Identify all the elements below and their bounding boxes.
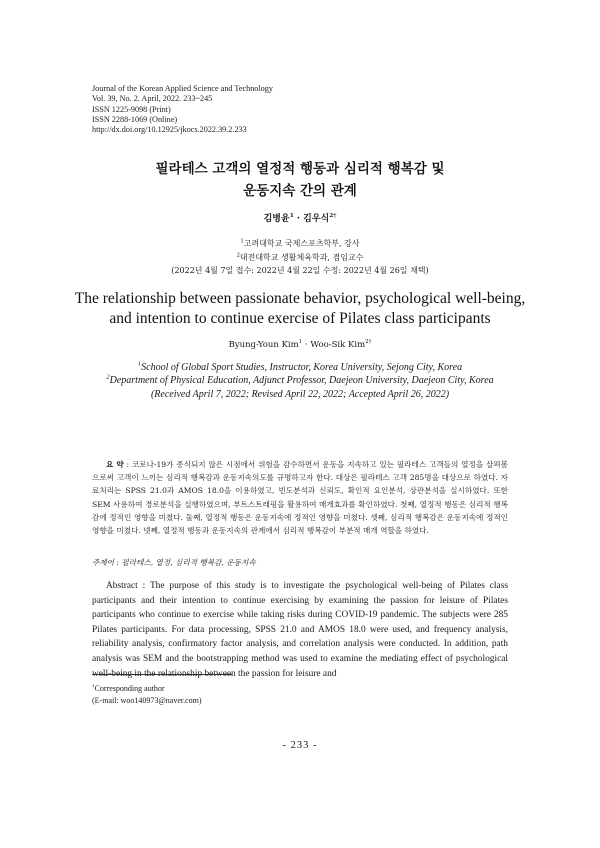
korean-dates: (2022년 4월 7일 접수: 2022년 4월 22일 수정: 2022년 4월 26일 채택) xyxy=(171,266,429,275)
footnote xyxy=(92,683,392,706)
footnote-email: (E-mail: woo140973@naver.com) xyxy=(92,695,202,705)
korean-abstract xyxy=(92,458,508,537)
korean-title-line1: 필라테스 고객의 열정적 행동과 심리적 행복감 및 xyxy=(155,161,445,177)
korean-aff2-text: 대전대학교 생활체육학과, 겸임교수 xyxy=(239,253,364,262)
footnote-corresponding xyxy=(92,683,392,695)
korean-abstract-text: : 코로나-19가 종식되지 않은 시점에서 위험을 감수하면서 운동을 지속하고 있는 필라테스 고객들의 열정을 살펴봄으로써 고객이 느끼는 심리적 행복감과 운동지속의도를 규명하고자 한다. 대상은 필라테스 고객 285명을 대상으로 하였다. 자료처리는 SPSS 21.0과 AMOS 18.0을 이용하였고, 빈도분석과 신뢰도, 확인적 요인분석, 상관분석을 실시하였다. 또한 SEM 사용하여 경로분석을 실행하였으며, 부트스트래핑을 활용하여 매개효과를 확인하였다. 첫째, 열정적 행동은 심리적 행복감에 정적인 영향을 미쳤다. 둘째, 열정적 행동은 운동지속에 정적인 영향을 미쳤다. 셋째, 심리적 행복감은 운동지속에 정적인 영향을 미쳤다. 넷째, 열정적 행동과 운동지속의 관계에서 심리적 행복감이 부분적 매개 역할을 하였다. xyxy=(92,460,508,536)
korean-author1: 김병윤 xyxy=(263,214,290,224)
doi-link[interactable]: http://dx.doi.org/10.12925/jkocs.2022.39.2.233 xyxy=(92,125,247,135)
english-author2-mark: 2† xyxy=(365,339,372,346)
korean-aff1-text: 고려대학교 국제스포츠학부, 강사 xyxy=(243,239,360,248)
english-affiliation1 xyxy=(40,362,560,373)
english-author1-mark: 1 xyxy=(298,339,303,346)
korean-author2: 김우식 xyxy=(303,214,330,224)
korean-keywords: 주제어 : 필라테스, 열정, 심리적 행복감, 운동지속 xyxy=(92,558,256,567)
english-abstract-label: Abstract xyxy=(106,581,138,591)
english-abstract xyxy=(92,579,508,681)
journal-info xyxy=(92,84,512,135)
korean-aff1-mark: 1 xyxy=(240,238,244,245)
english-authors xyxy=(60,340,540,350)
korean-authors xyxy=(60,211,540,224)
korean-author-separator: · xyxy=(293,214,304,224)
footnote-divider xyxy=(92,674,232,675)
english-aff1-mark: 1 xyxy=(137,360,142,368)
korean-affiliation2 xyxy=(60,252,540,263)
footnote-mark: † xyxy=(92,683,95,690)
korean-aff2-mark: 2 xyxy=(236,252,240,259)
journal-name: Journal of the Korean Applied Science and Technology xyxy=(92,84,273,93)
english-aff2-text: Department of Physical Education, Adjunct Professor, Daejeon University, Daejeon City, Korea xyxy=(109,375,494,386)
english-author2: Woo-Sik Kim xyxy=(310,340,366,350)
footnote-corresponding-text: Corresponding author xyxy=(94,684,165,693)
english-aff2-mark: 2 xyxy=(106,373,110,381)
issn-print: ISSN 1225-9098 (Print) xyxy=(92,104,171,114)
korean-author2-mark: 2† xyxy=(329,213,337,219)
journal-volume: Vol. 39, No. 2. April, 2022. 233~245 xyxy=(92,94,213,104)
english-aff1-text: School of Global Sport Studies, Instructor, Korea University, Sejong City, Korea xyxy=(141,362,463,373)
korean-abstract-label: 요 약 xyxy=(106,460,124,469)
korean-affiliation1 xyxy=(60,238,540,249)
korean-author1-mark: 1 xyxy=(289,213,294,219)
english-author1: Byung-Youn Kim xyxy=(228,340,299,350)
page-number: - 233 - xyxy=(282,740,318,751)
korean-title-line2: 운동지속 간의 관계 xyxy=(243,183,357,199)
issn-online: ISSN 2288-1069 (Online) xyxy=(92,114,178,124)
english-dates: (Received April 7, 2022; Revised April 22, 2022; Accepted April 26, 2022) xyxy=(150,389,450,400)
english-title-line2: and intention to continue exercise of Pilates class participants xyxy=(109,310,491,327)
english-affiliation2 xyxy=(40,375,560,386)
english-author-separator: · xyxy=(302,340,311,350)
english-abstract-text: : The purpose of this study is to investigate the psychological well-being of Pilates class participants and their intention to continue exercising by examining the passion for leisure of Pilates participants who continue to exercise while taking risks during COVID-19 pandemic. The subjects were 285 Pilates participants. For data processing, SPSS 21.0 and AMOS 18.0 were used, and frequency analysis, reliability analysis, confirmatory factor analysis, and correlation analysis were conducted. In addition, path analysis was SEM and the bootstrapping method was used to examine the mediating effect of psychological well-being in the relationship between the passion for leisure and xyxy=(92,581,508,679)
english-title-line1: The relationship between passionate behavior, psychological well-being, xyxy=(74,290,526,307)
